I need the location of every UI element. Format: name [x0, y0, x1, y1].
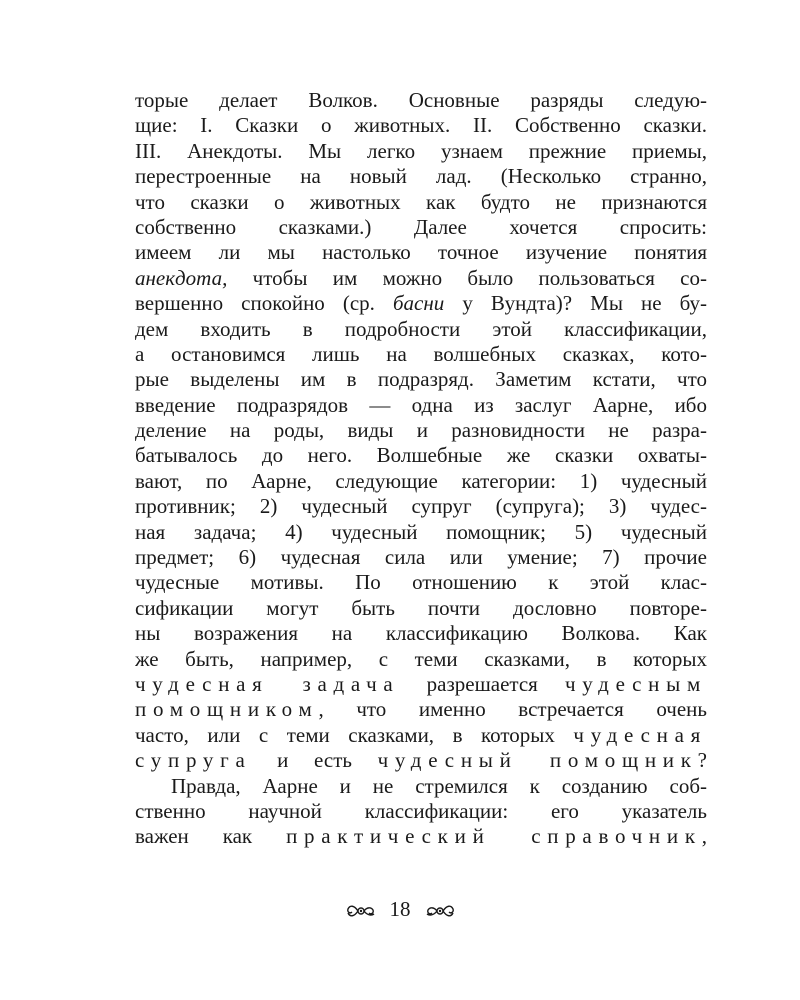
ornament-right-icon [425, 900, 455, 918]
spaced-phrase: супруга [135, 748, 252, 773]
spaced-phrase: практический справочник [286, 824, 702, 849]
line-start: вершенно спокойно (ср. [135, 291, 393, 316]
text-line: ственно научной классификации: его указатель [135, 798, 707, 823]
text-line [135, 824, 707, 849]
line-end: ? [697, 748, 707, 773]
text-line: сификации могут быть почти дословно повторе- [135, 595, 707, 620]
text-line: ная задача; 4) чудесный помощник; 5) чудесный [135, 519, 707, 544]
text-line [135, 291, 707, 316]
text-line: имеем ли мы настолько точное изучение понятия [135, 240, 707, 265]
text-line: вают, по Аарне, следующие категории: 1) чудесный [135, 468, 707, 493]
text-line: батывалось до него. Волшебные же сказки охваты- [135, 443, 707, 468]
text-line [135, 723, 707, 748]
text-line: III. Анекдоты. Мы легко узнаем прежние приемы, [135, 138, 707, 163]
spaced-phrase: чудесная [573, 722, 707, 747]
text-line: торые делает Волков. Основные разряды следую- [135, 88, 707, 112]
text-line: рые выделены им в подразряд. Заметим кстати, что [135, 367, 707, 392]
paragraph-first-line: Правда, Аарне и не стремился к созданию соб- [171, 773, 707, 798]
page-number: 18 [389, 897, 411, 921]
text-line: чудесные мотивы. По отношению к этой клас- [135, 570, 707, 595]
spaced-phrase: чудесный помощник [377, 748, 698, 773]
text-line: же быть, например, с теми сказками, в которых [135, 646, 707, 671]
text-line: деление на роды, виды и разновидности не разра- [135, 418, 707, 443]
text-line [135, 672, 707, 697]
ornament-left-icon [346, 900, 376, 918]
text-line [135, 266, 707, 291]
line-start: часто, или с теми сказками, в которых [135, 722, 574, 747]
spaced-phrase: помощником [135, 697, 319, 722]
line-start: важен как [135, 824, 287, 849]
line-middle: , что именно встречается очень [318, 697, 707, 722]
text-line: дем входить в подробности этой классификации, [135, 316, 707, 341]
italic-word: басни [392, 291, 445, 316]
text-line: ны возражения на классификацию Волкова. Как [135, 621, 707, 646]
text-line: щие: I. Сказки о животных. II. Собственно сказки. [135, 113, 707, 138]
line-end: , [701, 824, 707, 849]
text-line: введение подразрядов — одна из заслуг Аарне, ибо [135, 392, 707, 417]
italic-word: анекдота, [135, 265, 228, 290]
page-text [135, 88, 707, 850]
text-line: перестроенные на новый лад. (Несколько странно, [135, 164, 707, 189]
spaced-phrase: чудесная задача [135, 671, 400, 696]
line-rest: чтобы им можно было пользоваться со- [227, 265, 707, 290]
line-middle: разрешается [399, 671, 565, 696]
text-line: собственно сказками.) Далее хочется спросить: [135, 214, 707, 239]
page-footer [0, 896, 800, 922]
line-rest: у Вундта)? Мы не бу- [444, 291, 707, 316]
text-line: а остановимся лишь на волшебных сказках, кото- [135, 341, 707, 366]
spaced-phrase: чудесным [564, 671, 707, 696]
text-line [135, 748, 707, 773]
text-line [135, 697, 707, 722]
text-line: что сказки о животных как будто не признаются [135, 189, 707, 214]
text-line: предмет; 6) чудесная сила или умение; 7) прочие [135, 545, 707, 570]
text-line: противник; 2) чудесный супруг (супруга); 3) чудес- [135, 494, 707, 519]
line-middle: и есть [251, 748, 378, 773]
